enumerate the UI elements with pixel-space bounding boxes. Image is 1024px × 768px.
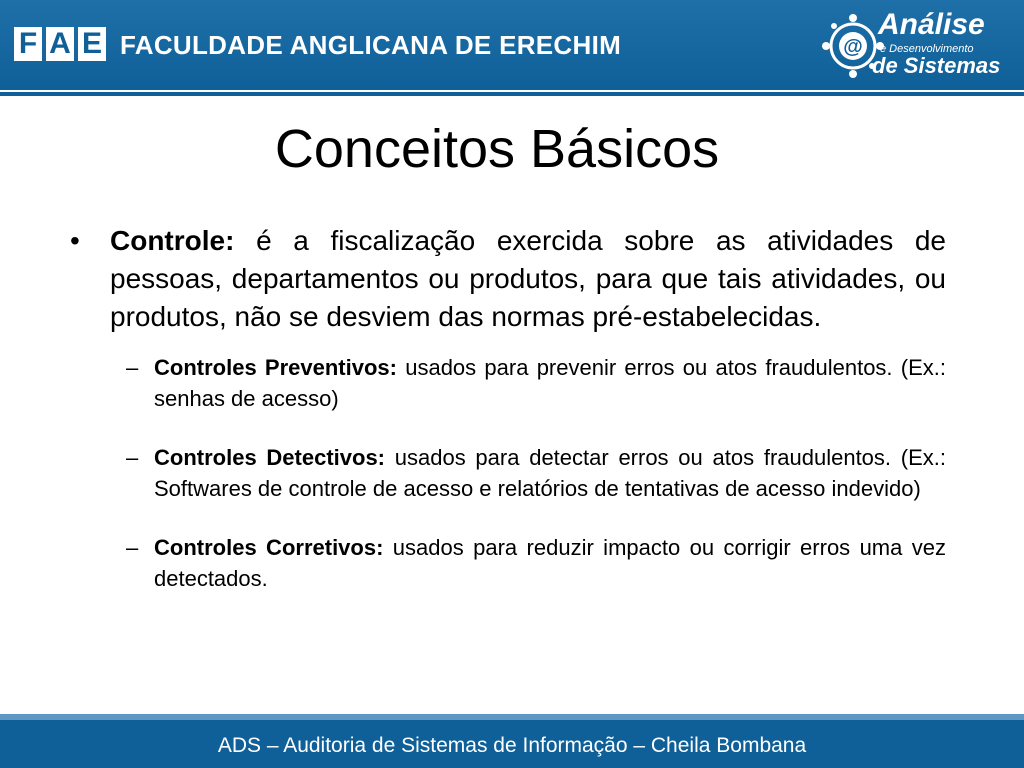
sub-bullet-marker: – <box>126 355 139 380</box>
sub-bullet-preventivos <box>126 352 946 414</box>
sub-bullet-body: usados para reduzir impacto ou corrigir erros uma vez detectados. <box>154 535 946 591</box>
slide-title: Conceitos Básicos <box>274 119 720 179</box>
sub-bullet-term: Controles Corretivos: <box>154 535 384 560</box>
footer-text: ADS – Auditoria de Sistemas de Informação – Cheila Bombana <box>217 734 807 757</box>
sub-bullet-text <box>154 352 946 414</box>
sub-bullet-term: Controles Preventivos: <box>154 355 397 380</box>
slide-header <box>0 0 1024 90</box>
slide-content <box>70 222 946 622</box>
program-logo-line3: de Sistemas <box>872 53 1001 78</box>
institution-name: FACULDADE ANGLICANA DE ERECHIM <box>120 30 622 60</box>
sub-bullet-body: usados para prevenir erros ou atos fraudulentos. (Ex.: senhas de acesso) <box>154 355 947 411</box>
fae-logo <box>14 27 106 61</box>
main-bullet-text <box>110 222 946 336</box>
sub-bullet-list <box>126 352 946 594</box>
slide-footer <box>0 714 1024 768</box>
sub-bullet-marker: – <box>126 535 139 560</box>
sub-bullet-text <box>154 442 946 504</box>
svg-text:@: @ <box>843 36 863 58</box>
program-logo <box>822 8 1018 82</box>
main-bullet-term: Controle: <box>110 225 235 256</box>
fae-logo-letter-a: A <box>46 27 74 61</box>
sub-bullet-detectivos <box>126 442 946 504</box>
header-divider <box>0 90 1024 96</box>
fae-logo-letter-f: F <box>14 27 42 61</box>
bullet-marker: • <box>70 225 80 256</box>
sub-bullet-corretivos <box>126 532 946 594</box>
sub-bullet-marker: – <box>126 445 139 470</box>
main-bullet-body: é a fiscalização exercida sobre as atividades de pessoas, departamentos ou produtos, para que tais atividades, ou produtos, não se desviem das normas pré-estabelecidas. <box>110 225 946 332</box>
sub-bullet-body: usados para detectar erros ou atos fraudulentos. (Ex.: Softwares de controle de acesso e relatórios de tentativas de acesso indevido) <box>154 445 946 501</box>
sub-bullet-text <box>154 532 946 594</box>
sub-bullet-term: Controles Detectivos: <box>154 445 386 470</box>
program-logo-line1: Análise <box>878 8 985 41</box>
fae-logo-letter-e: E <box>78 27 106 61</box>
program-logo-line2: e Desenvolvimento <box>880 43 974 55</box>
main-bullet <box>70 222 946 336</box>
